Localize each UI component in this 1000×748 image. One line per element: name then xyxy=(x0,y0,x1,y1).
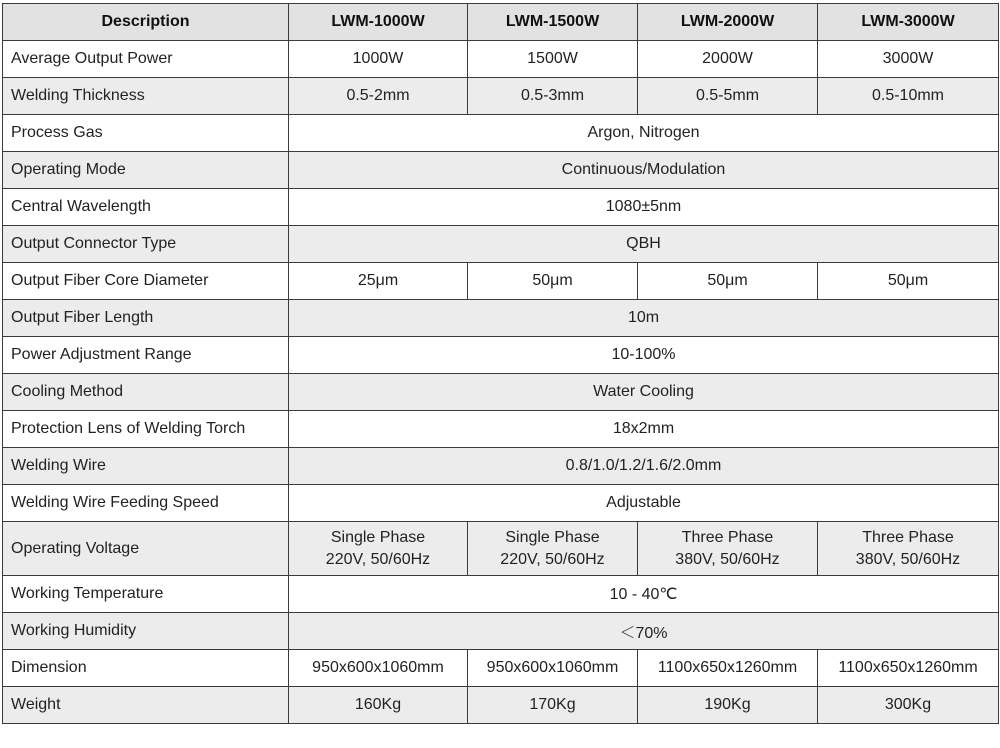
cell-value-merged: 18x2mm xyxy=(289,411,999,448)
cell-value-merged: 10-100% xyxy=(289,337,999,374)
cell-value-merged: 10m xyxy=(289,300,999,337)
cell-value-merged: Continuous/Modulation xyxy=(289,152,999,189)
row-label: Weight xyxy=(3,687,289,724)
cell-value: 1100x650x1260mm xyxy=(638,650,818,687)
cell-value: 950x600x1060mm xyxy=(289,650,468,687)
cell-value: 50μm xyxy=(818,263,999,300)
header-cell-lwm-1000w: LWM-1000W xyxy=(289,4,468,41)
cell-value: 170Kg xyxy=(468,687,638,724)
table-row xyxy=(3,115,999,152)
table-row xyxy=(3,300,999,337)
cell-line: Three Phase xyxy=(681,528,774,546)
row-label: Welding Thickness xyxy=(3,78,289,115)
cell-value-merged: 1080±5nm xyxy=(289,189,999,226)
cell-value-merged: QBH xyxy=(289,226,999,263)
row-label: Output Fiber Length xyxy=(3,300,289,337)
cell-value: 50μm xyxy=(468,263,638,300)
cell-value-two-line xyxy=(638,522,818,576)
table-row xyxy=(3,485,999,522)
row-label: Operating Voltage xyxy=(3,522,289,576)
table-row xyxy=(3,411,999,448)
row-label: Operating Mode xyxy=(3,152,289,189)
table-row xyxy=(3,41,999,78)
table-row xyxy=(3,189,999,226)
table-row xyxy=(3,448,999,485)
row-label: Dimension xyxy=(3,650,289,687)
row-label: Output Connector Type xyxy=(3,226,289,263)
row-label: Central Wavelength xyxy=(3,189,289,226)
cell-value: 0.5-3mm xyxy=(468,78,638,115)
header-row xyxy=(3,4,999,41)
table-row xyxy=(3,263,999,300)
table-row xyxy=(3,613,999,650)
cell-value-merged: Adjustable xyxy=(289,485,999,522)
cell-line: 380V, 50/60Hz xyxy=(675,550,780,568)
cell-value: 25μm xyxy=(289,263,468,300)
cell-value: 1000W xyxy=(289,41,468,78)
row-label: Average Output Power xyxy=(3,41,289,78)
table-row xyxy=(3,650,999,687)
cell-value: 0.5-5mm xyxy=(638,78,818,115)
cell-value-merged: Argon, Nitrogen xyxy=(289,115,999,152)
table-row xyxy=(3,522,999,576)
table-row xyxy=(3,576,999,613)
cell-line: 220V, 50/60Hz xyxy=(325,550,431,568)
cell-value: 190Kg xyxy=(638,687,818,724)
cell-value: 0.5-2mm xyxy=(289,78,468,115)
cell-value: 2000W xyxy=(638,41,818,78)
cell-value: 3000W xyxy=(818,41,999,78)
row-label: Working Humidity xyxy=(3,613,289,650)
cell-line: Single Phase xyxy=(505,528,600,546)
table-row xyxy=(3,374,999,411)
header-cell-lwm-2000w: LWM-2000W xyxy=(638,4,818,41)
header-cell-lwm-1500w: LWM-1500W xyxy=(468,4,638,41)
cell-value-merged: ＜70% xyxy=(289,613,999,650)
cell-line: 220V, 50/60Hz xyxy=(500,550,605,568)
cell-value-two-line xyxy=(289,522,468,576)
cell-value-merged: Water Cooling xyxy=(289,374,999,411)
cell-value-merged: 0.8/1.0/1.2/1.6/2.0mm xyxy=(289,448,999,485)
row-label: Working Temperature xyxy=(3,576,289,613)
table-row xyxy=(3,152,999,189)
spec-table xyxy=(2,3,999,724)
row-label: Welding Wire xyxy=(3,448,289,485)
cell-value: 1500W xyxy=(468,41,638,78)
header-cell-description: Description xyxy=(3,4,289,41)
row-label: Process Gas xyxy=(3,115,289,152)
cell-value-two-line xyxy=(468,522,638,576)
table-row xyxy=(3,687,999,724)
row-label: Power Adjustment Range xyxy=(3,337,289,374)
cell-value: 1100x650x1260mm xyxy=(818,650,999,687)
cell-line: Three Phase xyxy=(862,528,954,546)
table-row xyxy=(3,337,999,374)
cell-value: 0.5-10mm xyxy=(818,78,999,115)
cell-value: 950x600x1060mm xyxy=(468,650,638,687)
header-cell-lwm-3000w: LWM-3000W xyxy=(818,4,999,41)
table-row xyxy=(3,78,999,115)
cell-line: 380V, 50/60Hz xyxy=(855,550,961,568)
cell-value-merged: 10 - 40℃ xyxy=(289,576,999,613)
cell-value-two-line xyxy=(818,522,999,576)
row-label: Cooling Method xyxy=(3,374,289,411)
cell-value: 50μm xyxy=(638,263,818,300)
table-row xyxy=(3,226,999,263)
row-label: Welding Wire Feeding Speed xyxy=(3,485,289,522)
row-label: Protection Lens of Welding Torch xyxy=(3,411,289,448)
cell-value: 160Kg xyxy=(289,687,468,724)
row-label: Output Fiber Core Diameter xyxy=(3,263,289,300)
cell-value: 300Kg xyxy=(818,687,999,724)
cell-line: Single Phase xyxy=(330,528,426,546)
spec-table-container xyxy=(2,3,999,724)
